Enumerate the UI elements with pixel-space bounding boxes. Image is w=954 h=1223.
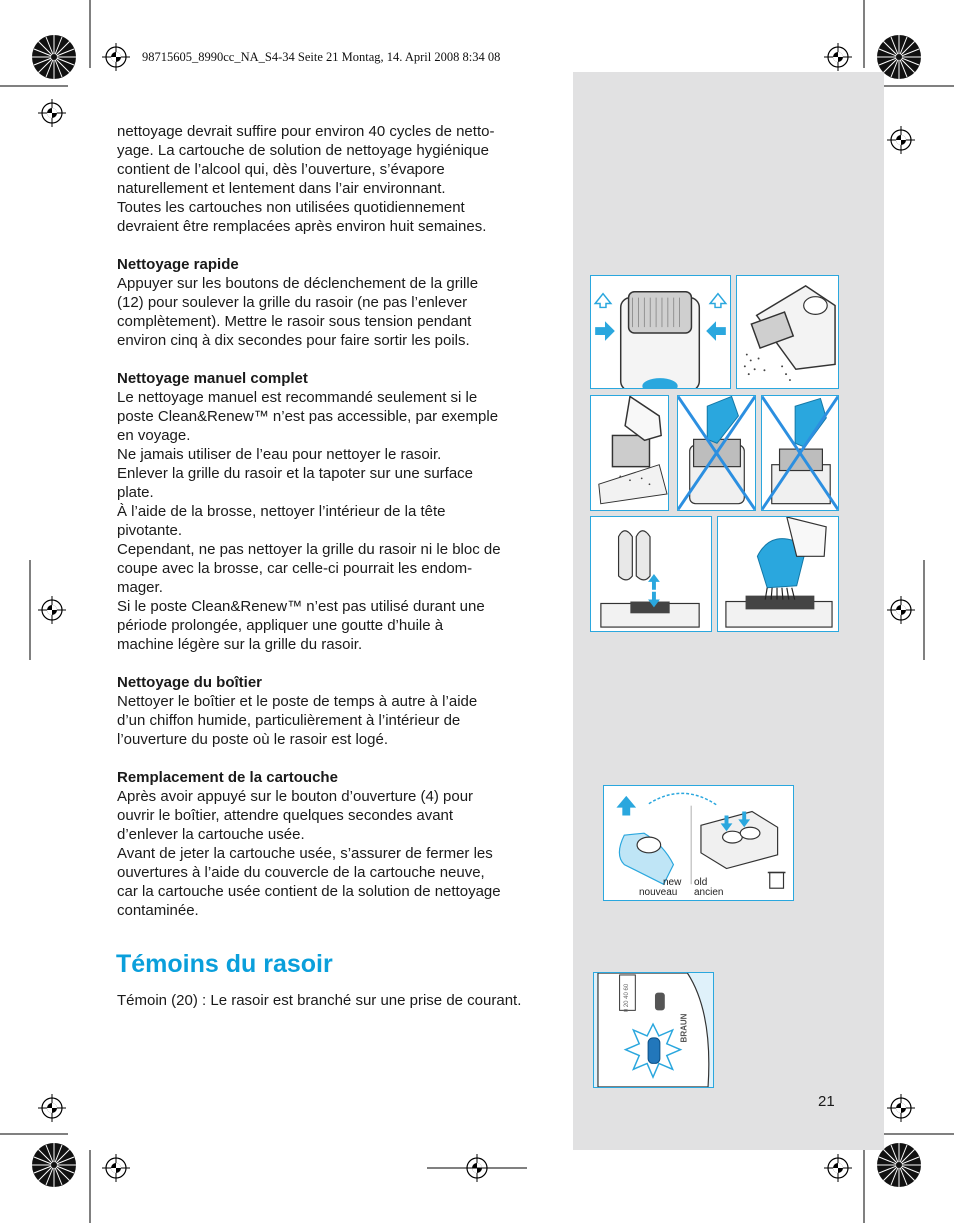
registration-starburst — [32, 35, 76, 79]
registration-mark — [824, 1154, 852, 1182]
shaver-scale: 0 20 40 60 — [624, 983, 631, 1013]
registration-mark — [102, 1154, 130, 1182]
label-new: new — [663, 877, 682, 888]
registration-mark — [887, 1094, 915, 1122]
registration-mark — [824, 43, 852, 71]
figure-shaver-indicator — [593, 972, 714, 1088]
registration-mark — [38, 99, 66, 127]
section-case-clean — [117, 673, 549, 749]
section-heading: Remplacement de la cartouche — [117, 769, 338, 786]
label-new-fr: nouveau — [639, 887, 678, 898]
section-heading: Nettoyage du boîtier — [117, 674, 263, 691]
section-manual-clean — [117, 369, 549, 654]
registration-starburst — [32, 1143, 76, 1187]
print-slug: 98715605_8990cc_NA_S4-34 Seite 21 Montag, 14. April 2008 8:34 08 — [142, 50, 501, 64]
figure-cartridge-replacement — [603, 785, 794, 901]
shaver-brand: BRAUN — [679, 1013, 689, 1043]
section-text: Le nettoyage manuel est recommandé seulement si le poste Clean&Renew™ n’est pas accessible, par exemple en voyage. Ne jamais utiliser de l’eau pour nettoyer le rasoir. Enlever la grille du rasoir et la tapoter sur une surface plate. À l’aide de la brosse, nettoyer l’intérieur de la tête pivotante. Cependant, ne pas nettoyer la grille du rasoir ni le bloc de coupe avec la brosse, car celle-ci pourrait les endom- mager. Si le poste Clean&Renew™ n’est pas utilisé durant une période prolongée, appliquer une goutte d’huile à machine légère sur la grille du rasoir. — [117, 389, 501, 653]
figure-quick-clean-press — [590, 275, 731, 389]
label-old-fr: ancien — [694, 887, 724, 898]
section-title: Témoins du rasoir — [116, 950, 333, 978]
section-text: Nettoyer le boîtier et le poste de temps à autre à l’aide d’un chiffon humide, particulièrement à l’intérieur de l’ouverture du poste où le rasoir est logé. — [117, 693, 478, 748]
section-heading: Nettoyage rapide — [117, 256, 239, 273]
registration-mark — [463, 1154, 491, 1182]
figure-quick-clean-run — [736, 275, 839, 389]
page-number: 21 — [818, 1093, 835, 1110]
figure-brush-foil-forbidden — [677, 395, 756, 511]
section-cartridge-replace — [117, 768, 549, 920]
registration-mark — [102, 43, 130, 71]
registration-mark — [38, 596, 66, 624]
section-text: Après avoir appuyé sur le bouton d’ouverture (4) pour ouvrir le boîtier, attendre quelques secondes avant d’enlever la cartouche usée. Avant de jeter la cartouche usée, s’assurer de fermer les ouvertures à l’aide du couvercle de la cartouche neuve, car la cartouche usée contient de la solution de nettoyage contaminée. — [117, 788, 501, 919]
figure-tap-foil — [590, 395, 669, 511]
registration-mark — [887, 126, 915, 154]
intro-paragraph: nettoyage devrait suffire pour environ 40 cycles de netto- yage. La cartouche de solution de nettoyage hygiénique contient de l’alcool qui, dès l’ouverture, s’évapore naturellement et lentement dans l’air environnant. Toutes les cartouches non utilisées quotidiennement devraient être remplacées après environ huit semaines. — [117, 123, 495, 235]
section-quick-clean — [117, 255, 549, 350]
figure-brush-head — [717, 516, 839, 632]
registration-mark — [38, 1094, 66, 1122]
body-text — [117, 122, 549, 920]
figure-remove-foils — [590, 516, 712, 632]
registration-mark — [887, 596, 915, 624]
figure-brush-cutter-forbidden — [761, 395, 839, 511]
label-old: old — [694, 877, 708, 888]
indicator-paragraph: Témoin (20) : Le rasoir est branché sur une prise de courant. — [117, 992, 522, 1009]
section-text: Appuyer sur les boutons de déclenchement de la grille (12) pour soulever la grille du rasoir (ne pas l’enlever complètement). Mettre le rasoir sous tension pendant environ cinq à dix secondes pour faire sortir les poils. — [117, 275, 479, 349]
section-heading: Nettoyage manuel complet — [117, 370, 308, 387]
